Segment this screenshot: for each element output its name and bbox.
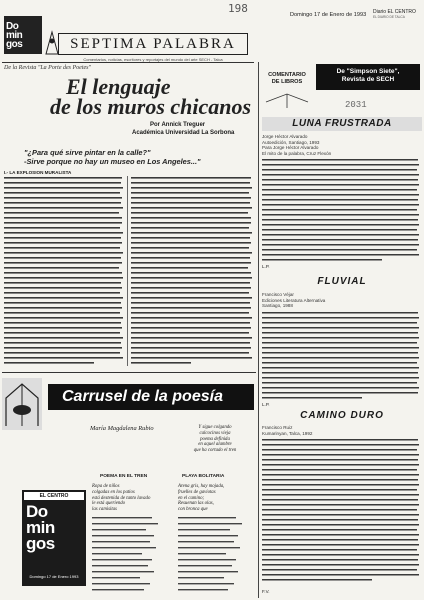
poem1-more-lines [92,516,172,596]
carousel-horse-icon [2,378,42,430]
poem-line: está destenida de tanto lavado [92,495,151,501]
poem-line: Arena gris, hay mojada, [178,484,225,489]
review1-title: LUNA FRUSTRADA [292,118,392,129]
poem-line: Resuenan las olas, [178,501,214,507]
newspaper-masthead [373,10,419,26]
poem2-more-lines [178,516,256,596]
review2-signature: L.P. [262,402,270,407]
intro-line: que ha cortado el tren [193,448,237,454]
pullquote-line1: "¿Para qué sirve pintar en la calle?" [24,148,151,157]
review3-signature: F.V. [262,589,270,594]
article-kicker: De la Revista "La Porte des Poetes" [4,65,92,71]
comentario-label-line2: DE LIBROS [271,79,303,85]
poem-line: con bronca que [178,507,208,513]
carrusel-illustration [2,378,42,430]
review2-body [262,311,420,401]
poem1-title: POEMA EN EL TREN [100,474,148,479]
poem2-title: PLAYA BOLITARIA [182,474,225,479]
review3-title-bar [262,409,422,423]
source-badge [316,64,420,90]
newspaper-name: Diario EL CENTRO [373,9,416,15]
review3-meta [262,425,312,436]
review1-body [262,158,420,266]
review2-title: FLUVIAL [317,276,367,287]
archive-stamp-mid: 2031 [345,100,367,110]
review2-title-bar [262,275,422,289]
domingos-logo: Do min gos [4,16,42,54]
review1-epigraph: El mito de la palabra, Cruz Flexón [262,150,332,156]
pullquote-line2: -Sirve porque no hay un museo en Los Angeles..." [24,157,201,166]
article-affiliation: Académica Universidad La Sorbona [132,130,235,136]
review2-place: Santiago, 1988 [262,303,293,309]
review3-title: CAMINO DURO [300,410,384,421]
section-tagline: Comentarios, noticias, escritores y reportajes del mundo del arte SECH - Talca [83,57,223,62]
poem1-more [92,516,172,596]
review2-body-lines [262,311,420,401]
review3-body-lines [262,438,420,588]
review1-title-bar [262,117,422,131]
article-author: Por Annick Treguer [150,122,206,128]
newspaper-sub: EL DIARIO DE TALCA [373,15,405,19]
review2-author: Francisco Véjar [262,292,294,297]
section-title-banner [58,33,248,55]
review2-meta [262,292,325,309]
archive-stamp-top: 198 [228,2,248,15]
intro-line: Y sigue colgando [198,425,232,430]
article-title-line2: de los muros chicanos [50,94,252,119]
review3-body [262,438,420,588]
review1-signature: L.P. [262,264,270,269]
inset-paper-name: EL CENTRO [24,492,84,500]
article-body-col1-lines [4,176,124,366]
carrusel-intro [180,425,250,454]
comentario-label [262,64,312,110]
intro-line: calcocinos vieja [199,430,231,436]
poem2-more [178,516,256,596]
comentario-label-line1: COMENTARIO [268,72,306,78]
review1-meta [262,134,331,156]
intro-line: poema definida [200,436,230,442]
review2-publisher: Ediciones Literatura Alternativa [262,297,326,303]
review1-author: Jorge Héctor Alvarado [262,134,308,139]
inset-logo: Do min gos [26,502,55,553]
section-logo-bird [45,30,59,56]
poem2-text [178,484,256,513]
carrusel-title: Carrusel de la poesía [62,388,223,405]
section-title: SEPTIMA PALABRA [70,36,236,52]
review1-body-lines [262,158,420,266]
source-badge-line1: De "Simpson Siete", [336,68,400,75]
inset-cover [22,490,86,586]
review3-author: Francisco Ruiz [262,425,293,430]
article-title-line1: El lenguaje [66,74,171,99]
intro-line: en aquel alambre [198,442,232,448]
review3-publisher: Kumarinyan, Talca, 1992 [262,430,313,436]
article-body-col2-lines [131,176,253,366]
source-badge-line2: Revista de SECH [341,76,395,83]
poem-line: le está queriendo [92,501,126,507]
poem-line: Ropa de niños [92,484,120,489]
article-body-col2 [131,176,253,366]
article-body-col1 [4,176,124,366]
issue-date: Domingo 17 de Enero de 1993 [290,12,367,18]
poem-line: las camisitas [92,507,117,513]
article-pullquote [24,148,274,166]
review1-dedication: Para Jorge Héctor Alvarado [262,145,319,151]
inset-date: Domingo 17 de Enero 1993 [29,574,79,579]
carrusel-author: María Magdalena Rubio [90,425,154,432]
carrusel-title-bar [48,384,254,410]
book-icon [262,64,312,110]
poem-line: en el camino; [178,495,205,501]
poem-line: colgadas en los patios [92,489,135,495]
review1-publisher: Autoedición, Santiago, 1993 [262,139,320,145]
article-subhead: I.- LA EXPLOSION MURALISTA [4,170,72,175]
poem1-text [92,484,172,513]
article-title [50,74,270,119]
poem-line: fruelles de gaviotas [178,489,216,495]
